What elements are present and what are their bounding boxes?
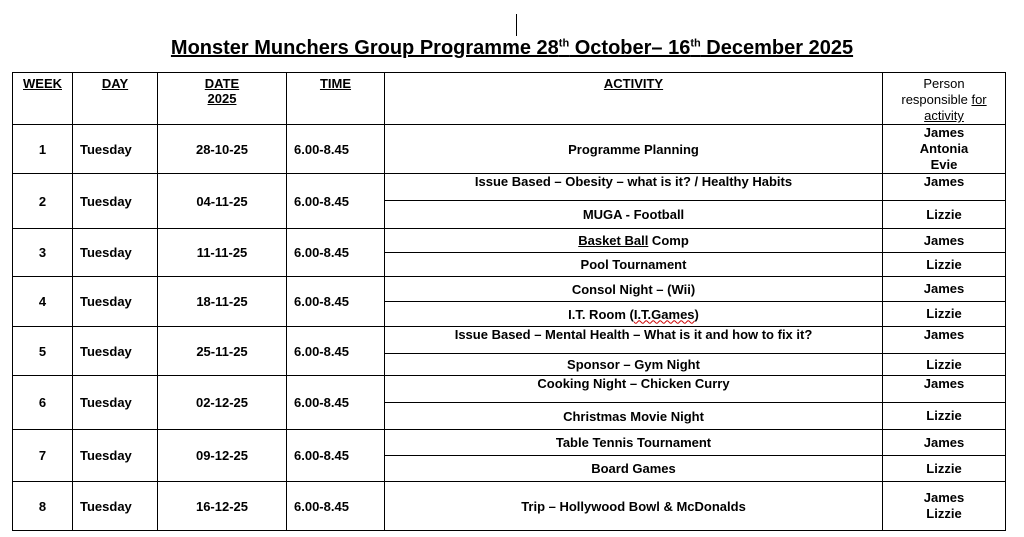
activity-cell: Pool Tournament: [385, 253, 883, 277]
activity-cell: Sponsor – Gym Night: [385, 354, 883, 376]
table-row: [13, 229, 1006, 253]
date-cell: 18-11-25: [158, 277, 287, 327]
time-cell: 6.00-8.45: [287, 277, 385, 327]
text-cursor: [516, 14, 517, 36]
header-week: WEEK: [13, 73, 73, 125]
header-time: TIME: [287, 73, 385, 125]
week-cell: 7: [13, 430, 73, 482]
week-cell: 4: [13, 277, 73, 327]
person-cell: James: [883, 229, 1006, 253]
person-cell: Lizzie: [883, 201, 1006, 229]
person-cell: Lizzie: [883, 403, 1006, 430]
week-cell: 2: [13, 174, 73, 229]
person-cell: James: [883, 174, 1006, 201]
day-cell: Tuesday: [73, 430, 158, 482]
table-row: [13, 327, 1006, 354]
header-date: DATE 2025: [158, 73, 287, 125]
activity-cell: Programme Planning: [385, 125, 883, 174]
header-person: Person responsible for activity: [883, 73, 1006, 125]
time-cell: 6.00-8.45: [287, 125, 385, 174]
date-cell: 11-11-25: [158, 229, 287, 277]
date-cell: 09-12-25: [158, 430, 287, 482]
activity-cell: Cooking Night – Chicken Curry: [385, 376, 883, 403]
person-cell: Lizzie: [883, 354, 1006, 376]
day-cell: Tuesday: [73, 376, 158, 430]
activity-cell: Issue Based – Obesity – what is it? / Healthy Habits: [385, 174, 883, 201]
time-cell: 6.00-8.45: [287, 229, 385, 277]
person-cell: James Lizzie: [883, 482, 1006, 531]
table-row: [13, 376, 1006, 403]
document-title: Monster Munchers Group Programme 28th October– 16th December 2025: [170, 37, 854, 59]
activity-cell: Consol Night – (Wii): [385, 277, 883, 302]
table-row: [13, 482, 1006, 531]
table-row: [13, 430, 1006, 456]
day-cell: Tuesday: [73, 125, 158, 174]
person-cell: James: [883, 327, 1006, 354]
activity-cell: Table Tennis Tournament: [385, 430, 883, 456]
day-cell: Tuesday: [73, 229, 158, 277]
activity-cell: I.T. Room (I.T.Games): [385, 302, 883, 327]
day-cell: Tuesday: [73, 174, 158, 229]
time-cell: 6.00-8.45: [287, 376, 385, 430]
time-cell: 6.00-8.45: [287, 327, 385, 376]
activity-cell: Board Games: [385, 456, 883, 482]
person-cell: Lizzie: [883, 253, 1006, 277]
person-cell: James: [883, 277, 1006, 302]
activity-cell: Trip – Hollywood Bowl & McDonalds: [385, 482, 883, 531]
date-cell: 28-10-25: [158, 125, 287, 174]
table-row: [13, 125, 1006, 174]
week-cell: 6: [13, 376, 73, 430]
table-row: [13, 174, 1006, 201]
time-cell: 6.00-8.45: [287, 482, 385, 531]
person-cell: James: [883, 376, 1006, 403]
week-cell: 5: [13, 327, 73, 376]
day-cell: Tuesday: [73, 482, 158, 531]
activity-cell: Christmas Movie Night: [385, 403, 883, 430]
person-cell: James Antonia Evie: [883, 125, 1006, 174]
week-cell: 1: [13, 125, 73, 174]
time-cell: 6.00-8.45: [287, 174, 385, 229]
person-cell: James: [883, 430, 1006, 456]
person-cell: Lizzie: [883, 302, 1006, 327]
day-cell: Tuesday: [73, 327, 158, 376]
activity-cell: MUGA - Football: [385, 201, 883, 229]
activity-cell: Issue Based – Mental Health – What is it and how to fix it?: [385, 327, 883, 354]
week-cell: 3: [13, 229, 73, 277]
header-activity: ACTIVITY: [385, 73, 883, 125]
programme-table: [12, 72, 1006, 531]
time-cell: 6.00-8.45: [287, 430, 385, 482]
activity-cell: Basket Ball Comp: [385, 229, 883, 253]
week-cell: 8: [13, 482, 73, 531]
person-cell: Lizzie: [883, 456, 1006, 482]
header-row: [13, 73, 1006, 125]
header-day: DAY: [73, 73, 158, 125]
date-cell: 04-11-25: [158, 174, 287, 229]
date-cell: 02-12-25: [158, 376, 287, 430]
date-cell: 25-11-25: [158, 327, 287, 376]
table-row: [13, 277, 1006, 302]
date-cell: 16-12-25: [158, 482, 287, 531]
day-cell: Tuesday: [73, 277, 158, 327]
